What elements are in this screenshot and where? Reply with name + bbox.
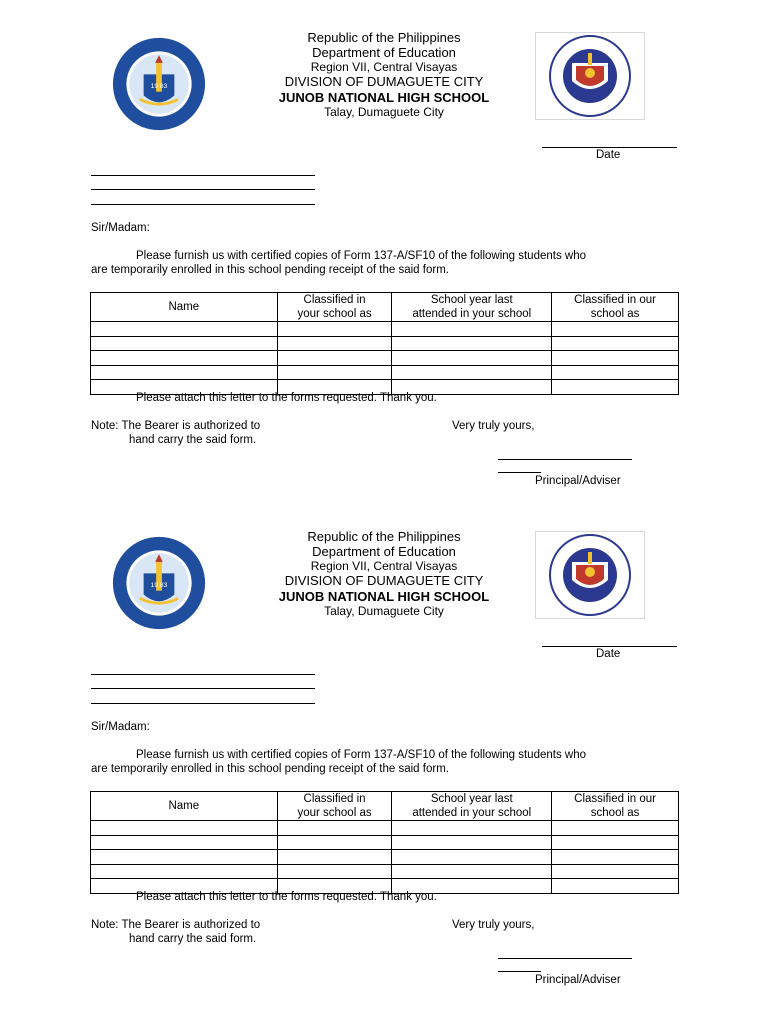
body-line-2: are temporarily enrolled in this school pending receipt of the said form. [91,264,449,276]
deped-seal-logo [535,531,645,619]
address-line-3 [91,204,315,205]
table-cell[interactable] [552,821,679,836]
table-cell[interactable] [91,322,278,337]
table-cell[interactable] [277,322,392,337]
bearer-note-2: hand carry the said form. [129,933,257,945]
col4-line-a: Classified in our [574,294,656,306]
col2-line-a: Classified in [303,294,366,306]
date-label: Date [596,648,621,660]
student-table [90,791,679,894]
table-header-row [91,792,679,821]
header-address: Talay, Dumaguete City [324,604,444,618]
header-republic: Republic of the Philippines [307,529,461,544]
salutation: Sir/Madam: [91,222,150,234]
col-classified-your-header [277,792,392,821]
address-line-1 [91,674,315,675]
table-row [91,835,679,850]
attach-note: Please attach this letter to the forms requested. Thank you. [136,392,437,404]
col-school-year-header [392,293,552,322]
col-name-header: Name [91,792,278,821]
school-seal-logo [111,535,207,631]
table-header-row [91,293,679,322]
svg-text:19 83: 19 83 [150,581,168,589]
table-row [91,850,679,865]
student-table [90,292,679,395]
address-line-1 [91,175,315,176]
header-department: Department of Education [312,544,456,559]
signature-line-short [498,472,541,473]
col4-line-b: school as [590,807,640,819]
form-copy-1 [0,0,768,500]
body-line-2: are temporarily enrolled in this school pending receipt of the said form. [91,763,449,775]
table-cell[interactable] [392,864,552,879]
col2-line-b: your school as [297,308,372,320]
table-cell[interactable] [392,835,552,850]
deped-seal-logo [535,32,645,120]
table-cell[interactable] [552,835,679,850]
table-row [91,351,679,366]
bearer-note-2: hand carry the said form. [129,434,257,446]
signature-line-short [498,971,541,972]
col3-line-a: School year last [430,793,513,805]
header-division: DIVISION OF DUMAGUETE CITY [284,74,484,89]
col-school-year-header [392,792,552,821]
table-cell[interactable] [277,351,392,366]
table-cell[interactable] [552,365,679,380]
col4-line-a: Classified in our [574,793,656,805]
signature-line [498,459,632,460]
closing: Very truly yours, [452,919,535,931]
table-cell[interactable] [552,336,679,351]
table-cell[interactable] [552,879,679,894]
col-name-header: Name [91,293,278,322]
signatory-label: Principal/Adviser [535,475,621,487]
col2-line-b: your school as [297,807,372,819]
table-cell[interactable] [392,821,552,836]
table-cell[interactable] [91,835,278,850]
col4-line-b: school as [590,308,640,320]
body-line-1: Please furnish us with certified copies of Form 137-A/SF10 of the following students who [136,749,587,761]
form-copy-2 [0,499,768,999]
signature-line [498,958,632,959]
table-cell[interactable] [277,336,392,351]
header-region: Region VII, Central Visayas [310,559,458,573]
table-cell[interactable] [552,850,679,865]
address-line-2 [91,189,315,190]
date-line [542,646,677,647]
table-cell[interactable] [91,365,278,380]
date-line [542,147,677,148]
col3-line-b: attended in your school [412,308,532,320]
table-row [91,336,679,351]
table-cell[interactable] [392,850,552,865]
header-division: DIVISION OF DUMAGUETE CITY [284,573,484,588]
table-cell[interactable] [91,864,278,879]
header-school-name: JUNOB NATIONAL HIGH SCHOOL [278,589,490,604]
attach-note: Please attach this letter to the forms requested. Thank you. [136,891,437,903]
col3-line-a: School year last [430,294,513,306]
table-cell[interactable] [277,835,392,850]
col-classified-our-header [552,293,679,322]
table-row [91,864,679,879]
signatory-label: Principal/Adviser [535,974,621,986]
header-address: Talay, Dumaguete City [324,105,444,119]
col2-line-a: Classified in [303,793,366,805]
table-cell[interactable] [91,850,278,865]
col3-line-b: attended in your school [412,807,532,819]
header-republic: Republic of the Philippines [307,30,461,45]
table-cell[interactable] [91,336,278,351]
table-cell[interactable] [277,850,392,865]
table-cell[interactable] [552,864,679,879]
body-line-1: Please furnish us with certified copies of Form 137-A/SF10 of the following students who [136,250,587,262]
table-cell[interactable] [552,351,679,366]
col-classified-our-header [552,792,679,821]
table-row [91,322,679,337]
date-label: Date [596,149,621,161]
table-cell[interactable] [552,380,679,395]
table-row [91,365,679,380]
table-cell[interactable] [392,336,552,351]
table-row [91,821,679,836]
header-school-name: JUNOB NATIONAL HIGH SCHOOL [278,90,490,105]
address-line-3 [91,703,315,704]
table-cell[interactable] [392,365,552,380]
bearer-note-1: Note: The Bearer is authorized to [91,420,261,432]
table-cell[interactable] [552,322,679,337]
table-cell[interactable] [277,365,392,380]
header-department: Department of Education [312,45,456,60]
bearer-note-1: Note: The Bearer is authorized to [91,919,261,931]
col-classified-your-header [277,293,392,322]
table-cell[interactable] [277,864,392,879]
closing: Very truly yours, [452,420,535,432]
address-line-2 [91,688,315,689]
header-region: Region VII, Central Visayas [310,60,458,74]
table-cell[interactable] [392,322,552,337]
svg-text:19 83: 19 83 [150,82,168,90]
salutation: Sir/Madam: [91,721,150,733]
table-cell[interactable] [91,351,278,366]
table-cell[interactable] [392,351,552,366]
table-cell[interactable] [277,821,392,836]
table-cell[interactable] [91,821,278,836]
school-seal-logo [111,36,207,132]
